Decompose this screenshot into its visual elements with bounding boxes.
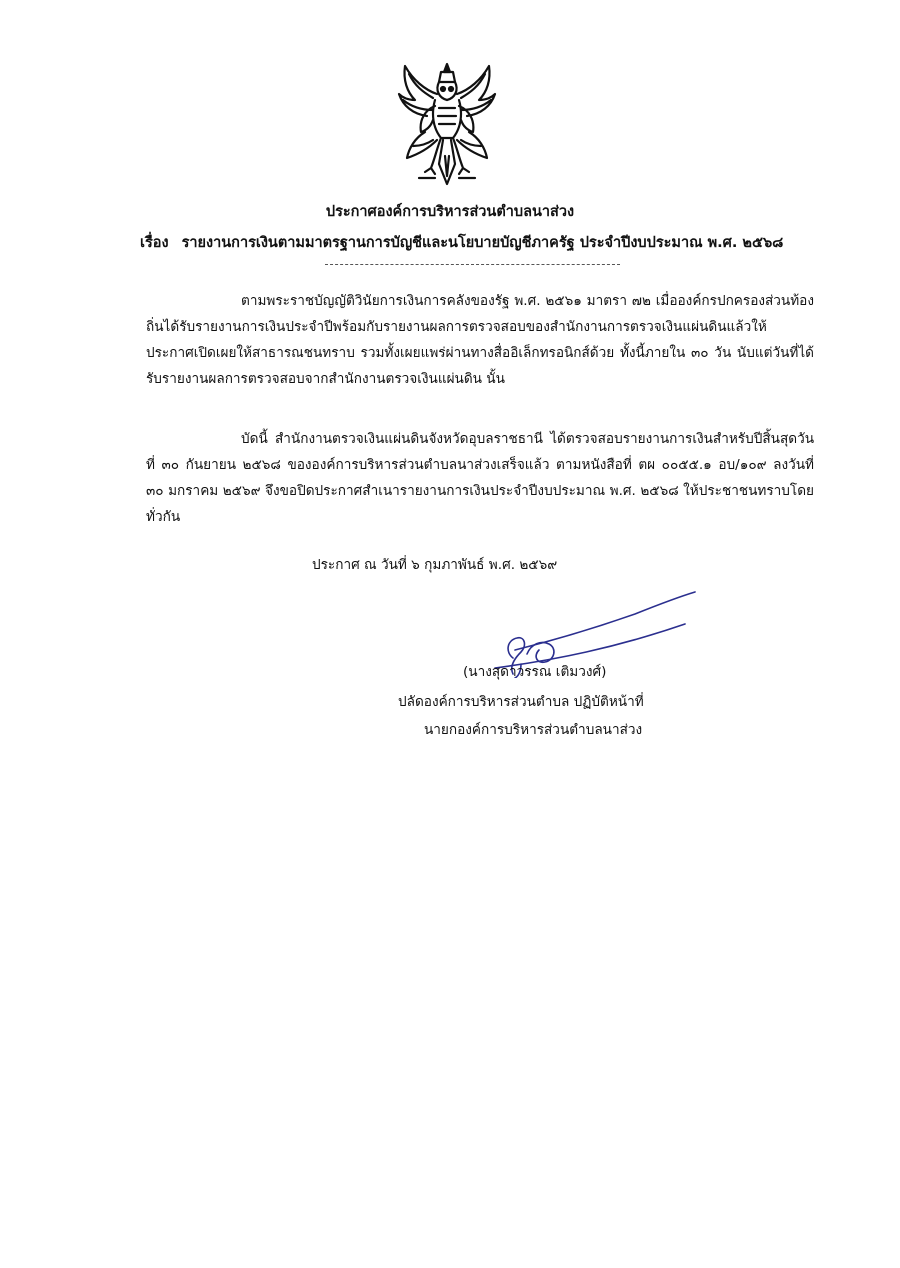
- signatory-name: (นางสุดาวรรณ เติมวงศ์): [463, 664, 607, 680]
- body-paragraph-1: ตามพระราชบัญญัติวินัยการเงินการคลังของรัฐ พ.ศ. ๒๕๖๑ มาตรา ๗๒ เมื่อองค์กรปกครองส่วนท้องถิ่นได้รับรายงานการเงินประจำปีพร้อมกับรายงานผลการตรวจสอบของสำนักงานการตรวจเงินแผ่นดินแล้วให้ประกาศเปิดเผยให้สาธารณชนทราบ รวมทั้งเผยแพร่ผ่านทางสื่ออิเล็กทรอนิกส์ด้วย ทั้งนี้ภายใน ๓๐ วัน นับแต่วันที่ได้รับรายงานผลการตรวจสอบจากสำนักงานตรวจเงินแผ่นดิน นั้น: [146, 293, 814, 387]
- subject-line: [140, 231, 830, 254]
- subject-label: เรื่อง: [140, 235, 169, 251]
- subject-text: รายงานการเงินตามมาตรฐานการบัญชีและนโยบายบัญชีภาครัฐ ประจำปีงบประมาณ พ.ศ. ๒๕๖๘: [181, 235, 784, 251]
- signatory-position-1: ปลัดองค์การบริหารส่วนตำบล ปฏิบัติหน้าที่: [398, 694, 644, 710]
- announcement-title: ประกาศองค์การบริหารส่วนตำบลนาส่วง: [325, 204, 575, 220]
- header-divider: [325, 264, 620, 265]
- announcement-date: ประกาศ ณ วันที่ ๖ กุมภาพันธ์ พ.ศ. ๒๕๖๙: [312, 557, 558, 573]
- body-paragraph-2: บัดนี้ สำนักงานตรวจเงินแผ่นดินจังหวัดอุบลราชธานี ได้ตรวจสอบรายงานการเงินสำหรับปีสิ้นสุดวันที่ ๓๐ กันยายน ๒๕๖๘ ขององค์การบริหารส่วนตำบลนาส่วงเสร็จแล้ว ตามหนังสือที่ ตผ ๐๐๕๕.๑ อบ/๑๐๙ ลงวันที่ ๓๐ มกราคม ๒๕๖๙ จึงขอปิดประกาศสำเนารายงานการเงินประจำปีงบประมาณ พ.ศ. ๒๕๖๘ ให้ประชาชนทราบโดยทั่วกัน: [146, 431, 814, 525]
- garuda-emblem-icon: [395, 60, 500, 188]
- signatory-position-2: นายกองค์การบริหารส่วนตำบลนาส่วง: [424, 722, 643, 738]
